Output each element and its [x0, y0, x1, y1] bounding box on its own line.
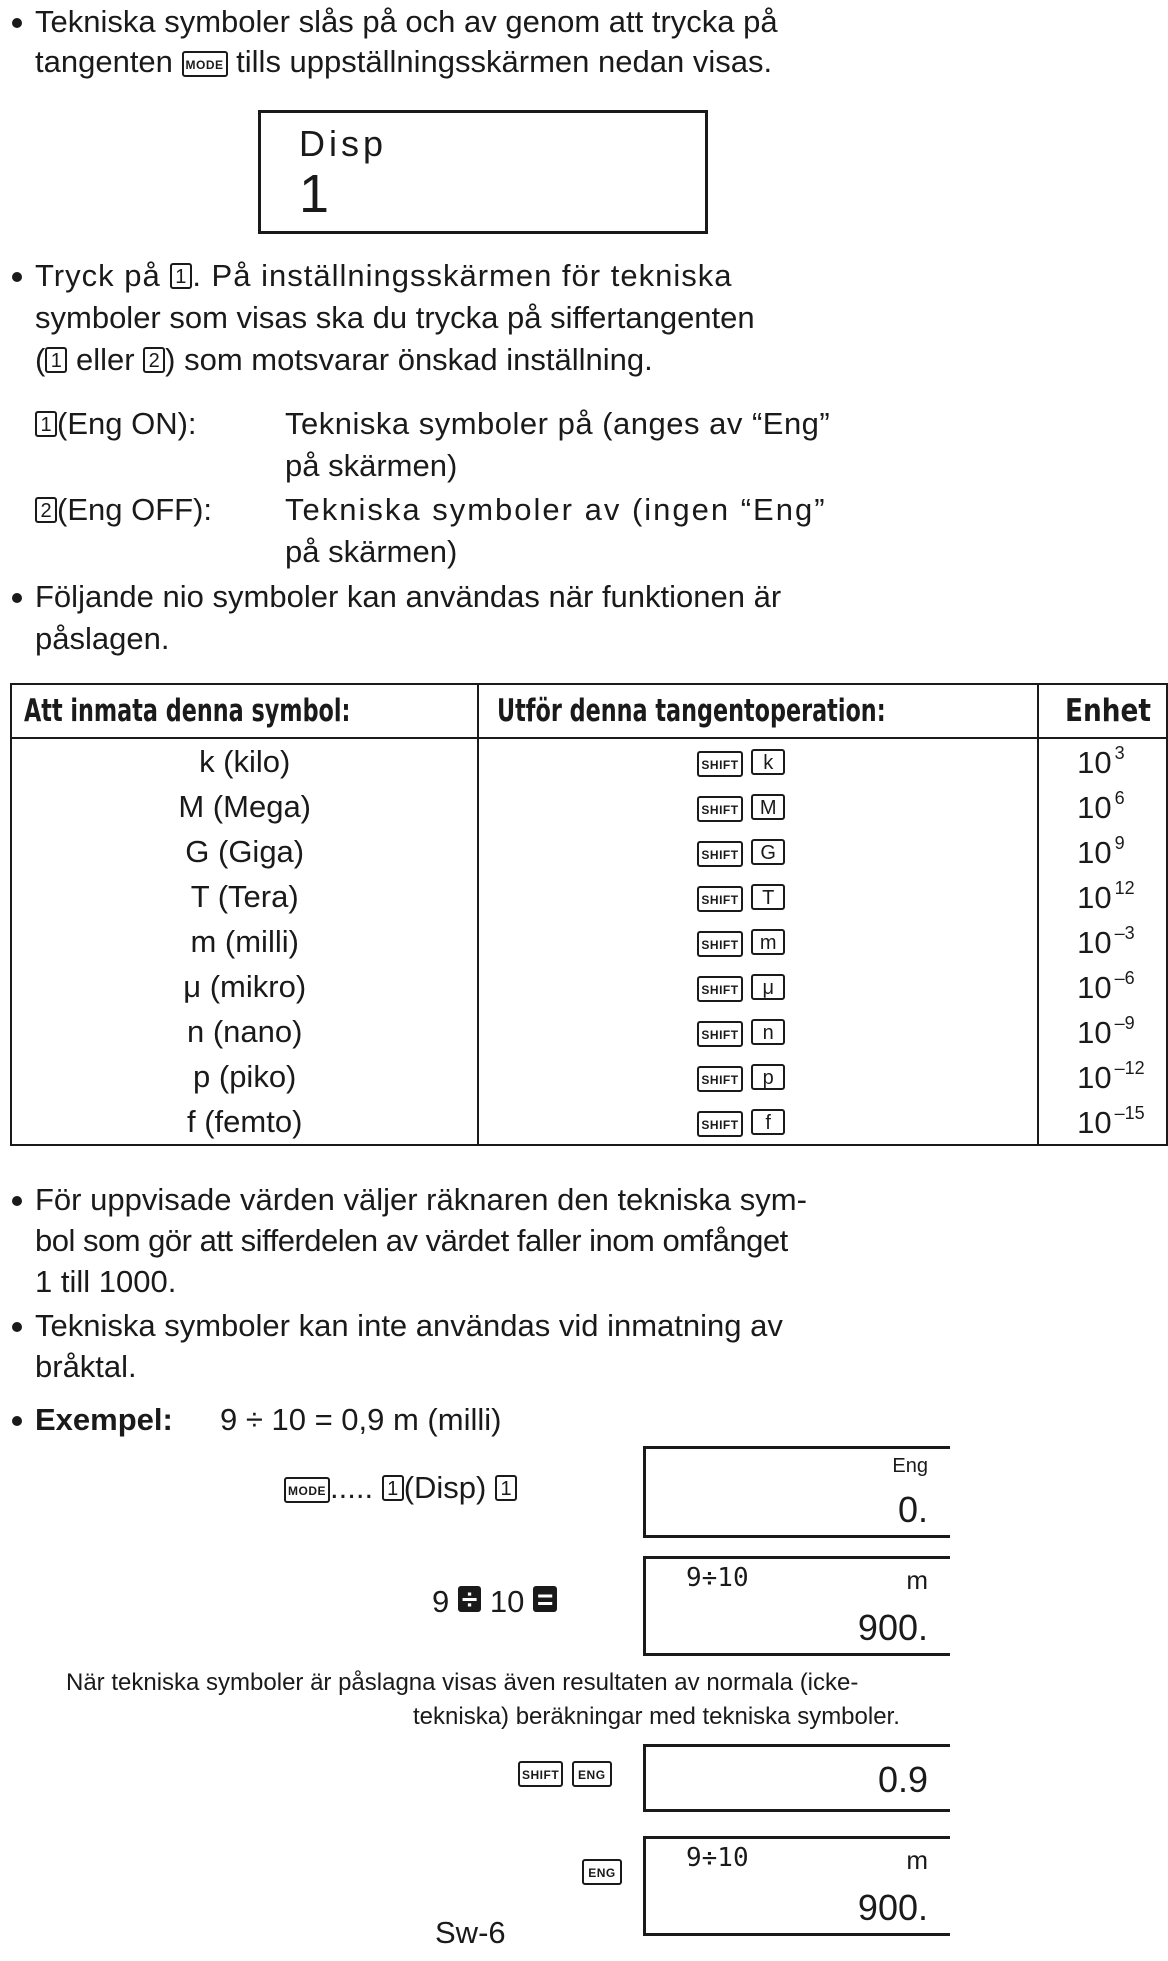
shift-key-icon: SHIFT — [697, 1021, 742, 1047]
unit-cell — [1038, 1054, 1167, 1099]
unit-exponent: 12 — [1114, 877, 1135, 898]
note-2-line-2: bråktal. — [35, 1349, 137, 1384]
symbol-cell: T (Tera) — [11, 874, 478, 919]
keys-cell — [478, 1099, 1038, 1145]
screen-step-3 — [643, 1744, 950, 1812]
unit-base: 10 — [1077, 789, 1112, 825]
unit-cell — [1038, 784, 1167, 829]
symbol-cell: n (nano) — [11, 1009, 478, 1054]
note-1-line-1: För uppvisade värden väljer räknaren den tekniska sym- — [35, 1182, 807, 1217]
unit-exponent: –3 — [1114, 922, 1135, 943]
table-row — [11, 829, 1167, 874]
symbol-key-icon: n — [751, 1019, 785, 1045]
bullet — [12, 18, 22, 28]
step-3-keys — [518, 1752, 612, 1792]
header-unit: Enhet — [1038, 684, 1167, 738]
disp-value: 1 — [299, 164, 330, 224]
shift-key-icon: SHIFT — [518, 1761, 563, 1787]
table-row — [11, 919, 1167, 964]
option-on-text-2: på skärmen) — [285, 448, 458, 483]
unit-cell — [1038, 738, 1167, 784]
unit-base: 10 — [1077, 1014, 1112, 1050]
option-off-text: Tekniska symboler av (ingen “Eng” — [285, 492, 827, 527]
screen-value: 900. — [857, 1887, 928, 1928]
keys-cell — [478, 784, 1038, 829]
screen-step-1 — [643, 1446, 950, 1538]
unit-exponent: –12 — [1114, 1057, 1145, 1078]
intro-line-1: Tekniska symboler slås på och av genom att trycka på — [35, 4, 778, 39]
symbol-cell: p (piko) — [11, 1054, 478, 1099]
tryck-text: ) som motsvarar önskad inställning. — [165, 342, 653, 377]
symbol-key-icon: f — [751, 1109, 785, 1135]
table-row — [11, 738, 1167, 784]
tryck-text: eller — [75, 342, 135, 377]
unit-base: 10 — [1077, 834, 1112, 870]
bullet — [12, 1416, 22, 1426]
option-on-text: Tekniska symboler på (anges av “Eng” — [285, 406, 831, 441]
key-1-icon: 1 — [45, 347, 67, 373]
keys-cell — [478, 1009, 1038, 1054]
bullet — [12, 593, 22, 603]
symbol-cell: G (Giga) — [11, 829, 478, 874]
dots: ..... — [330, 1470, 374, 1505]
caption-line-2: tekniska) beräkningar med tekniska symboler. — [413, 1703, 900, 1730]
unit-exponent: –9 — [1114, 1012, 1135, 1033]
keys-cell — [478, 738, 1038, 784]
unit-cell — [1038, 874, 1167, 919]
keys-cell — [478, 829, 1038, 874]
disp-label: (Disp) — [403, 1470, 487, 1505]
option-label: (Eng ON): — [57, 406, 197, 441]
screen-value: 0.9 — [877, 1759, 928, 1800]
keys-cell — [478, 1054, 1038, 1099]
shift-key-icon: SHIFT — [697, 1111, 742, 1137]
keys-cell — [478, 964, 1038, 1009]
divide-key-icon: ÷ — [458, 1586, 481, 1612]
table-row — [11, 784, 1167, 829]
option-label: (Eng OFF): — [57, 492, 213, 527]
table-row — [11, 1009, 1167, 1054]
symbol-cell: f (femto) — [11, 1099, 478, 1145]
option-off — [35, 490, 212, 530]
key-1-icon: 1 — [382, 1475, 404, 1501]
bullet — [12, 1196, 22, 1206]
intro-text: tills uppställningsskärmen nedan visas. — [236, 44, 773, 79]
tryck-text: . På inställningsskärmen för tekniska — [192, 258, 733, 293]
example-expression: 9 ÷ 10 = 0,9 m (milli) — [220, 1402, 502, 1437]
intro-line-2 — [35, 42, 772, 82]
eng-key-icon: ENG — [582, 1859, 622, 1885]
bullet — [12, 1322, 22, 1332]
unit-exponent: –15 — [1114, 1102, 1145, 1123]
unit-base: 10 — [1077, 1104, 1112, 1140]
unit-exponent: 6 — [1114, 787, 1125, 808]
unit-exponent: 9 — [1114, 832, 1125, 853]
header-operation: Utför denna tangentoperation: — [478, 684, 1038, 738]
screen-unit: m — [906, 1565, 928, 1595]
screen-expression: 9÷10 — [686, 1843, 749, 1873]
table-row — [11, 1054, 1167, 1099]
note-1-line-2: bol som gör att sifferdelen av värdet faller inom omfånget — [35, 1223, 788, 1258]
bullet — [12, 272, 22, 282]
unit-cell — [1038, 1009, 1167, 1054]
disp-label: Disp — [299, 123, 388, 164]
table-row — [11, 964, 1167, 1009]
option-off-text-2: på skärmen) — [285, 534, 458, 569]
unit-cell — [1038, 964, 1167, 1009]
table-header-row — [11, 684, 1167, 738]
eng-left-key-icon: ENG — [572, 1761, 612, 1787]
unit-cell — [1038, 829, 1167, 874]
symbol-key-icon: μ — [751, 974, 785, 1000]
paren: ( — [35, 342, 46, 377]
unit-base: 10 — [1077, 879, 1112, 915]
caption-line-1: När tekniska symboler är påslagna visas även resultaten av normala (icke- — [66, 1669, 859, 1696]
digit: 10 — [489, 1584, 525, 1619]
symbol-key-icon: m — [751, 929, 785, 955]
example-label: Exempel: — [35, 1402, 173, 1437]
screen-value: 900. — [857, 1607, 928, 1648]
key-1-icon: 1 — [35, 411, 57, 437]
unit-base: 10 — [1077, 1059, 1112, 1095]
note-2-line-1: Tekniska symboler kan inte användas vid inmatning av — [35, 1308, 783, 1343]
screen-expression: 9÷10 — [686, 1563, 749, 1593]
shift-key-icon: SHIFT — [697, 1066, 742, 1092]
keys-cell — [478, 919, 1038, 964]
symbol-table — [10, 683, 1168, 1146]
shift-key-icon: SHIFT — [697, 796, 742, 822]
disp-screen — [258, 110, 708, 234]
table-row — [11, 874, 1167, 919]
mode-key-icon: MODE — [182, 51, 228, 77]
option-on — [35, 404, 197, 444]
key-1-icon: 1 — [170, 263, 192, 289]
shift-key-icon: SHIFT — [697, 751, 742, 777]
step-1-keys — [284, 1468, 517, 1508]
shift-key-icon: SHIFT — [697, 886, 742, 912]
unit-base: 10 — [1077, 924, 1112, 960]
page-number: Sw-6 — [435, 1915, 506, 1950]
tryck-line-3 — [35, 340, 653, 380]
intro-text: tangenten — [35, 44, 173, 79]
symbol-cell: m (milli) — [11, 919, 478, 964]
equals-key-icon: = — [533, 1586, 557, 1612]
key-2-icon: 2 — [35, 497, 57, 523]
unit-cell — [1038, 919, 1167, 964]
symbol-key-icon: p — [751, 1064, 785, 1090]
symbol-key-icon: G — [751, 839, 785, 865]
shift-key-icon: SHIFT — [697, 931, 742, 957]
unit-cell — [1038, 1099, 1167, 1145]
screen-unit: m — [906, 1845, 928, 1875]
tryck-text: Tryck på — [35, 258, 161, 293]
symbol-key-icon: M — [751, 794, 785, 820]
unit-base: 10 — [1077, 969, 1112, 1005]
symbol-key-icon: k — [751, 749, 785, 775]
following-line-2: påslagen. — [35, 621, 170, 656]
screen-step-4 — [643, 1836, 950, 1936]
step-2-keys — [432, 1582, 557, 1622]
header-symbol: Att inmata denna symbol: — [11, 684, 478, 738]
symbol-cell: μ (mikro) — [11, 964, 478, 1009]
keys-cell — [478, 874, 1038, 919]
symbol-cell: M (Mega) — [11, 784, 478, 829]
note-1-line-3: 1 till 1000. — [35, 1264, 177, 1299]
key-1-icon: 1 — [495, 1475, 517, 1501]
table-row — [11, 1099, 1167, 1145]
screen-value: 0. — [897, 1489, 928, 1530]
shift-key-icon: SHIFT — [697, 976, 742, 1002]
step-4-keys — [582, 1850, 622, 1890]
screen-eng-indicator: Eng — [892, 1455, 928, 1477]
unit-base: 10 — [1077, 744, 1112, 780]
screen-step-2 — [643, 1556, 950, 1656]
unit-exponent: –6 — [1114, 967, 1135, 988]
mode-key-icon: MODE — [284, 1477, 330, 1503]
tryck-line-2: symboler som visas ska du trycka på siffertangenten — [35, 300, 755, 335]
symbol-key-icon: T — [751, 884, 785, 910]
tryck-line-1 — [35, 256, 732, 296]
following-line-1: Följande nio symboler kan användas när funktionen är — [35, 579, 782, 614]
shift-key-icon: SHIFT — [697, 841, 742, 867]
digit: 9 — [432, 1584, 450, 1619]
symbol-cell: k (kilo) — [11, 738, 478, 784]
key-2-icon: 2 — [143, 347, 165, 373]
unit-exponent: 3 — [1114, 742, 1125, 763]
